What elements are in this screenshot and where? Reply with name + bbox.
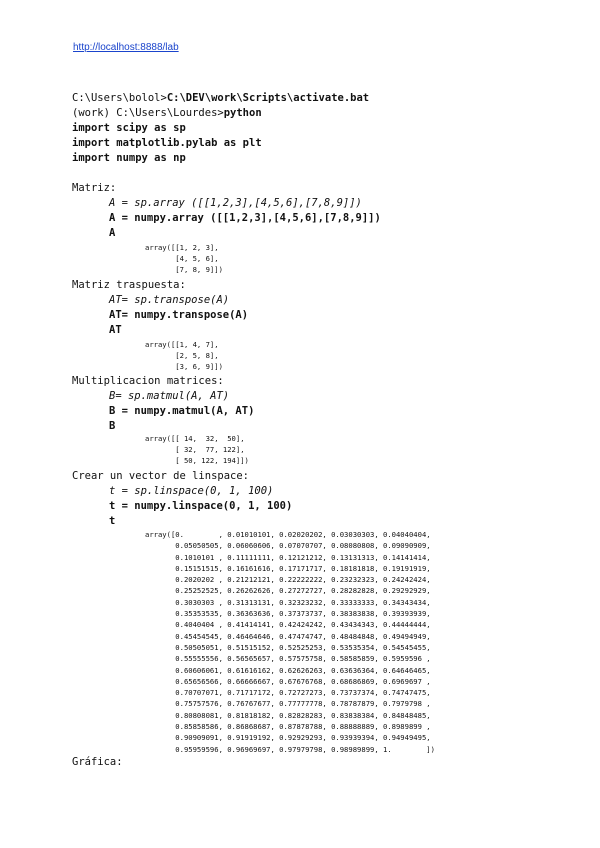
output-line: 0.65656566, 0.66666667, 0.67676768, 0.68686869, 0.6969697 ,: [145, 676, 431, 686]
section-title-traspuesta: Matriz traspuesta:: [72, 279, 186, 291]
console-line-activate: [72, 91, 369, 106]
output-line: 0.2020202 , 0.21212121, 0.22222222, 0.23232323, 0.24242424,: [145, 575, 431, 585]
output-line: 0.25252525, 0.26262626, 0.27272727, 0.28282828, 0.29292929,: [145, 586, 431, 596]
output-line: [7, 8, 9]]): [145, 265, 223, 274]
python-command: python: [223, 107, 262, 119]
output-line: 0.05050505, 0.06060606, 0.07070707, 0.08080808, 0.09090909,: [145, 541, 431, 551]
section-title-linspace: Crear un vector de linspace:: [72, 470, 250, 482]
section-title-matriz: Matriz:: [72, 182, 117, 194]
console-prompt: (work) C:\Users\Lourdes>: [72, 107, 224, 119]
console-prompt: C:\Users\bolol>: [72, 92, 167, 104]
output-line: 0.1010101 , 0.11111111, 0.12121212, 0.13131313, 0.14141414,: [145, 552, 431, 562]
import-line: import matplotlib.pylab as plt: [72, 137, 262, 149]
code-line-scipy: t = sp.linspace(0, 1, 100): [109, 485, 274, 497]
output-line: 0.60606061, 0.61616162, 0.62626263, 0.63636364, 0.64646465,: [145, 665, 431, 675]
output-line: array([[1, 4, 7],: [145, 340, 219, 349]
section-title-multiplicacion: Multiplicacion matrices:: [72, 375, 224, 387]
output-line: 0.15151515, 0.16161616, 0.17171717, 0.18181818, 0.19191919,: [145, 563, 431, 573]
code-line-numpy: t = numpy.linspace(0, 1, 100): [109, 500, 293, 512]
code-line-variable: AT: [109, 324, 122, 336]
output-line: array([[1, 2, 3],: [145, 243, 219, 252]
code-line-variable: A: [109, 227, 116, 239]
import-line: import scipy as sp: [72, 122, 186, 134]
import-line: import numpy as np: [72, 152, 186, 164]
output-line: 0.90909091, 0.91919192, 0.92929293, 0.93939394, 0.94949495,: [145, 733, 431, 743]
output-line: 0.45454545, 0.46464646, 0.47474747, 0.48484848, 0.49494949,: [145, 631, 431, 641]
linspace-output: [145, 529, 435, 755]
output-line: 0.75757576, 0.76767677, 0.77777778, 0.78787879, 0.7979798 ,: [145, 699, 431, 709]
code-line-scipy: AT= sp.transpose(A): [109, 294, 230, 306]
output-line: 0.80808081, 0.81818182, 0.82828283, 0.83838384, 0.84848485,: [145, 710, 431, 720]
output-line: 0.4040404 , 0.41414141, 0.42424242, 0.43434343, 0.44444444,: [145, 620, 431, 630]
output-line: 0.3030303 , 0.31313131, 0.32323232, 0.33333333, 0.34343434,: [145, 597, 431, 607]
output-line: [ 50, 122, 194]]): [145, 456, 249, 465]
output-line: [4, 5, 6],: [145, 254, 219, 263]
code-line-variable: B: [109, 420, 116, 432]
section-title-grafica: Gráfica:: [72, 756, 123, 768]
output-line: 0.85858586, 0.86868687, 0.87878788, 0.88888889, 0.8989899 ,: [145, 722, 431, 732]
output-line: 0.55555556, 0.56565657, 0.57575758, 0.58585859, 0.5959596 ,: [145, 654, 431, 664]
output-line: 0.70707071, 0.71717172, 0.72727273, 0.73737374, 0.74747475,: [145, 688, 431, 698]
console-line-python: [72, 106, 262, 121]
output-line: 0.95959596, 0.96969697, 0.97979798, 0.98989899, 1. ]): [145, 744, 435, 754]
code-line-scipy: A = sp.array ([[1,2,3],[4,5,6],[7,8,9]]): [109, 197, 362, 209]
output-line: [3, 6, 9]]): [145, 362, 223, 371]
activate-command: C:\DEV\work\Scripts\activate.bat: [166, 92, 370, 104]
output-line: [2, 5, 8],: [145, 351, 219, 360]
output-line: array([[ 14, 32, 50],: [145, 434, 245, 443]
code-line-numpy: A = numpy.array ([[1,2,3],[4,5,6],[7,8,9]]): [109, 212, 381, 224]
code-line-variable: t: [109, 515, 116, 527]
code-line-scipy: B= sp.matmul(A, AT): [109, 390, 230, 402]
code-line-numpy: B = numpy.matmul(A, AT): [109, 405, 255, 417]
localhost-link[interactable]: http://localhost:8888/lab: [73, 42, 179, 53]
output-line: 0.50505051, 0.51515152, 0.52525253, 0.53535354, 0.54545455,: [145, 642, 431, 652]
code-line-numpy: AT= numpy.transpose(A): [109, 309, 249, 321]
output-line: [ 32, 77, 122],: [145, 445, 245, 454]
output-line: array([0. , 0.01010101, 0.02020202, 0.03030303, 0.04040404,: [145, 530, 431, 539]
output-line: 0.35353535, 0.36363636, 0.37373737, 0.38383838, 0.39393939,: [145, 609, 431, 619]
